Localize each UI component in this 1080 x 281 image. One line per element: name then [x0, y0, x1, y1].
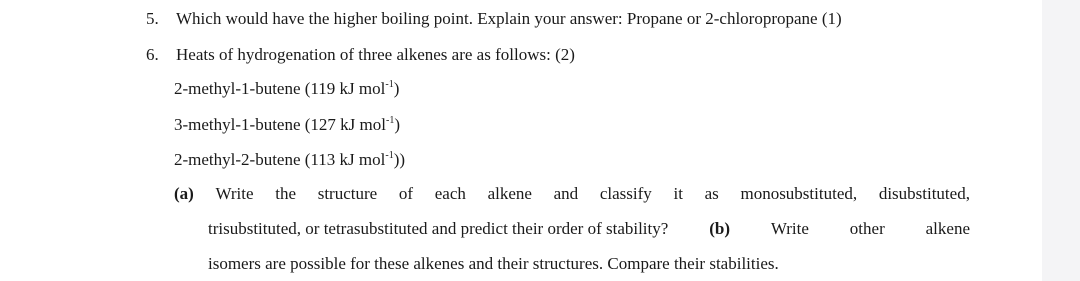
- part-b-label: (b): [709, 219, 730, 238]
- alkene-name: 2-methyl-1-butene (119 kJ mol: [174, 79, 386, 98]
- part-a-label: (a): [174, 184, 194, 203]
- alkene-item: [174, 115, 400, 135]
- page-edge: [1042, 0, 1080, 281]
- question-6-text: Heats of hydrogenation of three alkenes are as follows: (2): [176, 45, 575, 64]
- part-a-word: the: [275, 184, 297, 203]
- alkene-close: ): [394, 115, 401, 134]
- part-a-word: it: [673, 184, 683, 203]
- part-a-continuation: trisubstituted, or tetrasubstituted and predict their order of stability?: [208, 219, 669, 238]
- alkene-close: ): [393, 79, 400, 98]
- part-a-word: Write: [215, 184, 254, 203]
- part-a-word: disubstituted,: [878, 184, 970, 203]
- part-a-continuation-line: [208, 219, 970, 239]
- question-6-number: 6.: [146, 45, 159, 64]
- alkene-unit-exponent: -1: [385, 79, 394, 90]
- part-a-word: each: [434, 184, 466, 203]
- part-b-word: other: [849, 219, 885, 238]
- alkene-name: 2-methyl-2-butene (113 kJ mol: [174, 150, 386, 169]
- part-a-word: alkene: [487, 184, 532, 203]
- part-a-word: monosubstituted,: [740, 184, 858, 203]
- part-a-word: classify: [599, 184, 652, 203]
- part-b-word: alkene: [925, 219, 970, 238]
- alkene-close: )): [393, 150, 406, 169]
- part-a-line: [174, 184, 970, 204]
- part-a-word: structure: [317, 184, 378, 203]
- part-a-words: [174, 184, 970, 204]
- part-b-continuation: isomers are possible for these alkenes and their structures. Compare their stabilities.: [208, 254, 779, 273]
- question-5-text: Which would have the higher boiling point. Explain your answer: Propane or 2-chloropropane (1): [176, 9, 842, 28]
- alkene-item: [174, 150, 405, 170]
- alkene-unit-exponent: -1: [386, 115, 395, 126]
- alkene-name: 3-methyl-1-butene (127 kJ mol: [174, 115, 386, 134]
- question-5-number: 5.: [146, 9, 159, 28]
- part-a-word: and: [553, 184, 579, 203]
- part-a-word: of: [398, 184, 414, 203]
- part-b-words: [208, 219, 970, 239]
- alkene-unit-exponent: -1: [385, 150, 394, 161]
- part-b-word: Write: [770, 219, 809, 238]
- part-a-word: as: [704, 184, 719, 203]
- alkene-item: [174, 79, 399, 99]
